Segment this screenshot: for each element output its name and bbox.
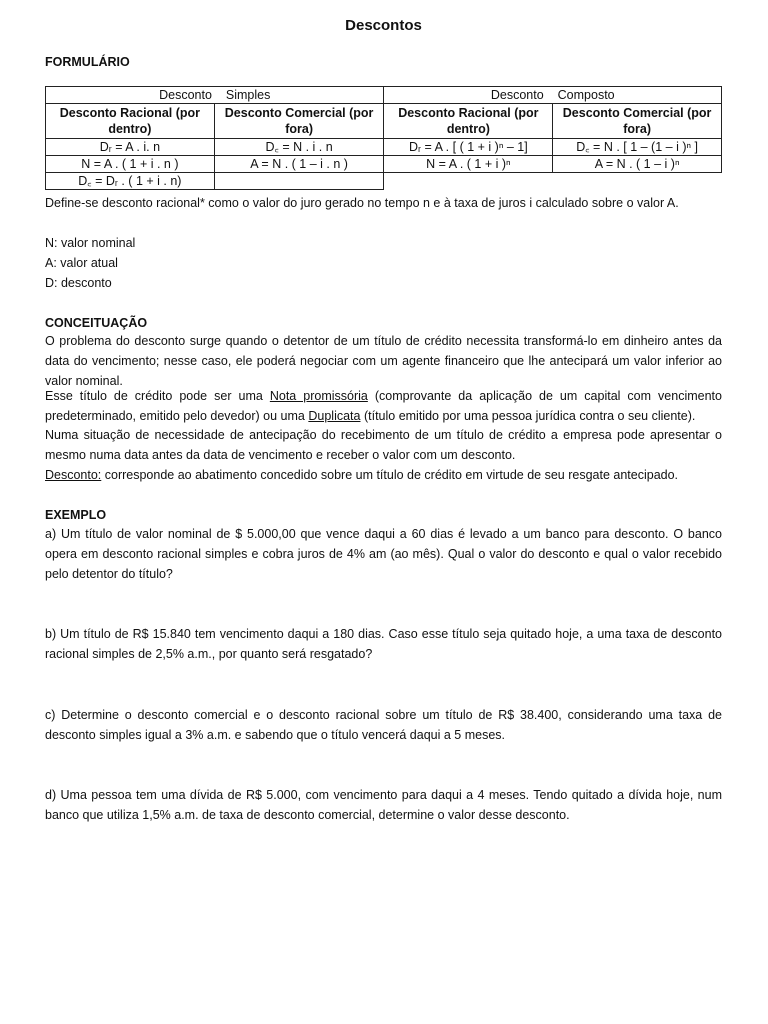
exemplo-d: d) Uma pessoa tem uma dívida de R$ 5.000, com vencimento para daqui a 4 meses. Tendo quitado a dívida hoje, num banco que utiliza 1,5% a.m. de taxa de desconto comercial, determine o valor desse desconto.	[45, 788, 722, 822]
formula-note: Define-se desconto racional* como o valor do juro gerado no tempo n e à taxa de juros i calculado sobre o valor A.	[45, 196, 679, 210]
formula-cell: A = N . ( 1 – i )ⁿ	[553, 156, 722, 173]
page-title: Descontos	[345, 17, 422, 34]
legend-item: A: valor atual	[45, 256, 118, 270]
formula-cell: N = A . ( 1 + i . n )	[46, 156, 215, 173]
formula-cell	[214, 173, 384, 190]
header-desconto-simples: Desconto Simples	[46, 87, 384, 104]
desconto-term: Desconto:	[45, 468, 102, 482]
conceituacao-paragraph-1: O problema do desconto surge quando o detentor de um título de crédito necessita transformá-lo em dinheiro antes da data do vencimento; nesse caso, ele poderá negociar com um agente financeiro que lhe antecipará um valor inferior ao valor nominal.	[45, 334, 722, 388]
col-racional-composto: Desconto Racional (por dentro)	[384, 104, 553, 139]
exemplo-b: b) Um título de R$ 15.840 tem vencimento daqui a 180 dias. Caso esse título seja quitado hoje, a uma taxa de desconto racional simples de 2,5% a.m., por quanto será resgatado?	[45, 627, 722, 661]
formula-cell: A = N . ( 1 – i . n )	[214, 156, 384, 173]
exemplo-a: a) Um título de valor nominal de $ 5.000,00 que vence daqui a 60 dias é levado a um banco para desconto. O banco opera em desconto racional simples e cobra juros de 4% am (ao mês). Qual o valor do desconto e qual o valor recebido pelo detentor do título?	[45, 527, 722, 581]
conceituacao-paragraph-3: Numa situação de necessidade de antecipação do recebimento de um título de crédito a empresa pode apresentar o mesmo numa data antes da data de vencimento e receber o valor com um desconto.	[45, 428, 722, 462]
table-row	[46, 139, 722, 156]
formula-cell: Dᵣ = A . [ ( 1 + i )ⁿ – 1]	[384, 139, 553, 156]
legend-item: D: desconto	[45, 276, 112, 290]
formula-cell: D꜀ = N . i . n	[214, 139, 384, 156]
conceituacao-paragraph-2: Esse título de crédito pode ser uma Nota promissória (comprovante da aplicação de um capital com vencimento predeterminado, emitido pelo devedor) ou uma Duplicata (título emitido por uma pessoa jurídica contra o seu cliente).	[45, 389, 722, 423]
header-desconto-composto: Desconto Composto	[384, 87, 722, 104]
formula-cell: D꜀ = Dᵣ . ( 1 + i . n)	[46, 173, 215, 190]
exemplo-heading: EXEMPLO	[45, 508, 107, 522]
col-comercial-composto: Desconto Comercial (por fora)	[553, 104, 722, 139]
conceituacao-heading: CONCEITUAÇÃO	[45, 316, 148, 330]
table-row	[46, 156, 722, 173]
exemplo-c: c) Determine o desconto comercial e o desconto racional sobre um título de R$ 38.400, considerando uma taxa de desconto simples igual a 3% a.m. e sabendo que o título vencerá daqui a 5 meses.	[45, 708, 722, 742]
table-row	[46, 173, 722, 190]
formula-cell: N = A . ( 1 + i )ⁿ	[384, 156, 553, 173]
formulario-heading: FORMULÁRIO	[45, 55, 130, 69]
formula-table	[45, 86, 722, 190]
formula-cell: Dᵣ = A . i. n	[46, 139, 215, 156]
conceituacao-paragraph-4: Desconto: corresponde ao abatimento concedido sobre um título de crédito em virtude de seu resgate antecipado.	[45, 468, 679, 482]
formula-cell: D꜀ = N . [ 1 – (1 – i )ⁿ ]	[553, 139, 722, 156]
col-racional-simples: Desconto Racional (por dentro)	[46, 104, 215, 139]
col-comercial-simples: Desconto Comercial (por fora)	[214, 104, 384, 139]
legend-item: N: valor nominal	[45, 236, 136, 250]
duplicata-term: Duplicata	[308, 408, 361, 423]
nota-promissoria-term: Nota promissória	[269, 389, 368, 403]
